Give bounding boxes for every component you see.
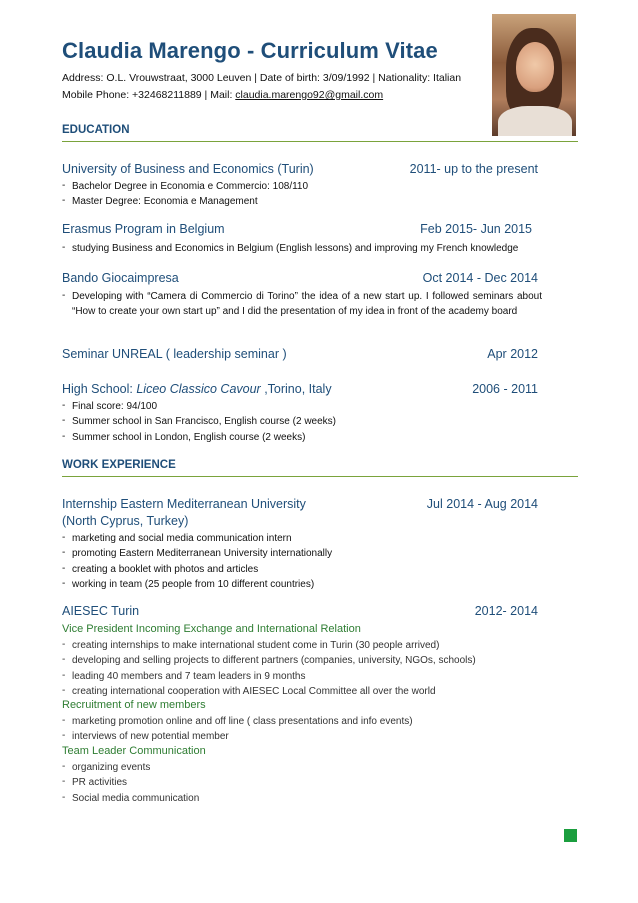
list-item: - Bachelor Degree in Economia e Commercio: 108/110 bbox=[62, 179, 542, 194]
education-entry-university bbox=[62, 162, 538, 176]
work-experience-heading: WORK EXPERIENCE bbox=[62, 459, 176, 471]
list-item: - interviews of new potential member bbox=[62, 729, 542, 744]
email-link[interactable]: claudia.marengo92@gmail.com bbox=[235, 89, 384, 101]
education-entry-seminar bbox=[62, 347, 538, 361]
list-item: - Summer school in London, English course (2 weeks) bbox=[62, 430, 542, 445]
photo-shoulders bbox=[498, 106, 572, 136]
list-item: - Summer school in San Francisco, English course (2 weeks) bbox=[62, 414, 542, 429]
entry-date: Feb 2015- Jun 2015 bbox=[420, 222, 532, 236]
list-item: - creating international cooperation with AIESEC Local Committee all over the world bbox=[62, 684, 542, 699]
education-entry-high-school bbox=[62, 382, 538, 396]
internship-bullets bbox=[62, 531, 542, 593]
corner-square-decoration bbox=[564, 829, 577, 842]
internship-location: (North Cyprus, Turkey) bbox=[62, 514, 189, 528]
page-title: Claudia Marengo - Curriculum Vitae bbox=[62, 38, 438, 63]
title-suffix: ,Torino, Italy bbox=[260, 382, 332, 396]
aiesec-role-recruitment: Recruitment of new members bbox=[62, 699, 206, 711]
education-university-bullets bbox=[62, 179, 542, 210]
work-divider bbox=[62, 476, 578, 477]
aiesec-role-vice-president: Vice President Incoming Exchange and International Relation bbox=[62, 623, 361, 635]
photo-face bbox=[516, 42, 554, 92]
work-entry-aiesec bbox=[62, 604, 538, 618]
aiesec-role-team-leader: Team Leader Communication bbox=[62, 745, 206, 757]
education-entry-giocaimpresa bbox=[62, 271, 538, 285]
recruitment-bullets bbox=[62, 714, 542, 745]
list-item: - leading 40 members and 7 team leaders in 9 months bbox=[62, 669, 542, 684]
work-entry-internship bbox=[62, 497, 538, 511]
list-item: - Social media communication bbox=[62, 791, 542, 806]
list-item: - Final score: 94/100 bbox=[62, 399, 542, 414]
list-item: - creating internships to make international student come in Turin (30 people arrived) bbox=[62, 638, 542, 653]
education-erasmus-bullets bbox=[62, 241, 540, 256]
entry-date: Jul 2014 - Aug 2014 bbox=[426, 497, 538, 511]
entry-title bbox=[62, 382, 332, 396]
entry-date: 2011- up to the present bbox=[409, 162, 538, 176]
profile-photo bbox=[492, 14, 576, 136]
entry-date: 2006 - 2011 bbox=[472, 382, 538, 396]
entry-title: Erasmus Program in Belgium bbox=[62, 222, 225, 236]
list-item: - marketing and social media communication intern bbox=[62, 531, 542, 546]
entry-title: Bando Giocaimpresa bbox=[62, 271, 179, 285]
education-heading: EDUCATION bbox=[62, 124, 130, 136]
school-name: Liceo Classico Cavour bbox=[136, 382, 261, 396]
vice-president-bullets bbox=[62, 638, 542, 700]
phone-label: Mobile Phone: +32468211889 | Mail: bbox=[62, 89, 236, 101]
entry-date: Apr 2012 bbox=[487, 347, 538, 361]
entry-title: Seminar UNREAL ( leadership seminar ) bbox=[62, 347, 287, 361]
entry-date: Oct 2014 - Dec 2014 bbox=[422, 271, 538, 285]
list-item: - Developing with “Camera di Commercio di Torino” the idea of a new start up. I followed seminars about “How to create your own start up” and I did the presentation of my idea in front of the academy board bbox=[62, 289, 542, 320]
list-item: - developing and selling projects to different partners (companies, university, NGOs, schools) bbox=[62, 653, 542, 668]
list-item: - marketing promotion online and off line ( class presentations and info events) bbox=[62, 714, 542, 729]
entry-title: Internship Eastern Mediterranean University bbox=[62, 497, 306, 511]
entry-date: 2012- 2014 bbox=[474, 604, 538, 618]
education-giocaimpresa-bullets bbox=[62, 289, 542, 320]
entry-title: University of Business and Economics (Turin) bbox=[62, 162, 314, 176]
list-item: - working in team (25 people from 10 different countries) bbox=[62, 577, 542, 592]
entry-title: AIESEC Turin bbox=[62, 604, 140, 618]
list-item: - creating a booklet with photos and articles bbox=[62, 562, 542, 577]
list-item: - PR activities bbox=[62, 775, 542, 790]
education-entry-erasmus bbox=[62, 222, 532, 236]
team-leader-bullets bbox=[62, 760, 542, 806]
list-item: - Master Degree: Economia e Management bbox=[62, 194, 542, 209]
list-item: - organizing events bbox=[62, 760, 542, 775]
list-item: - promoting Eastern Mediterranean University internationally bbox=[62, 546, 542, 561]
contact-line-address: Address: O.L. Vrouwstraat, 3000 Leuven | Date of birth: 3/09/1992 | Nationality: Italian bbox=[62, 72, 462, 84]
list-item: - studying Business and Economics in Belgium (English lessons) and improving my French knowledge bbox=[62, 241, 540, 256]
contact-line-phone-mail bbox=[62, 89, 383, 101]
education-divider bbox=[62, 141, 578, 142]
title-prefix: High School: bbox=[62, 382, 137, 396]
education-high-school-bullets bbox=[62, 399, 542, 445]
